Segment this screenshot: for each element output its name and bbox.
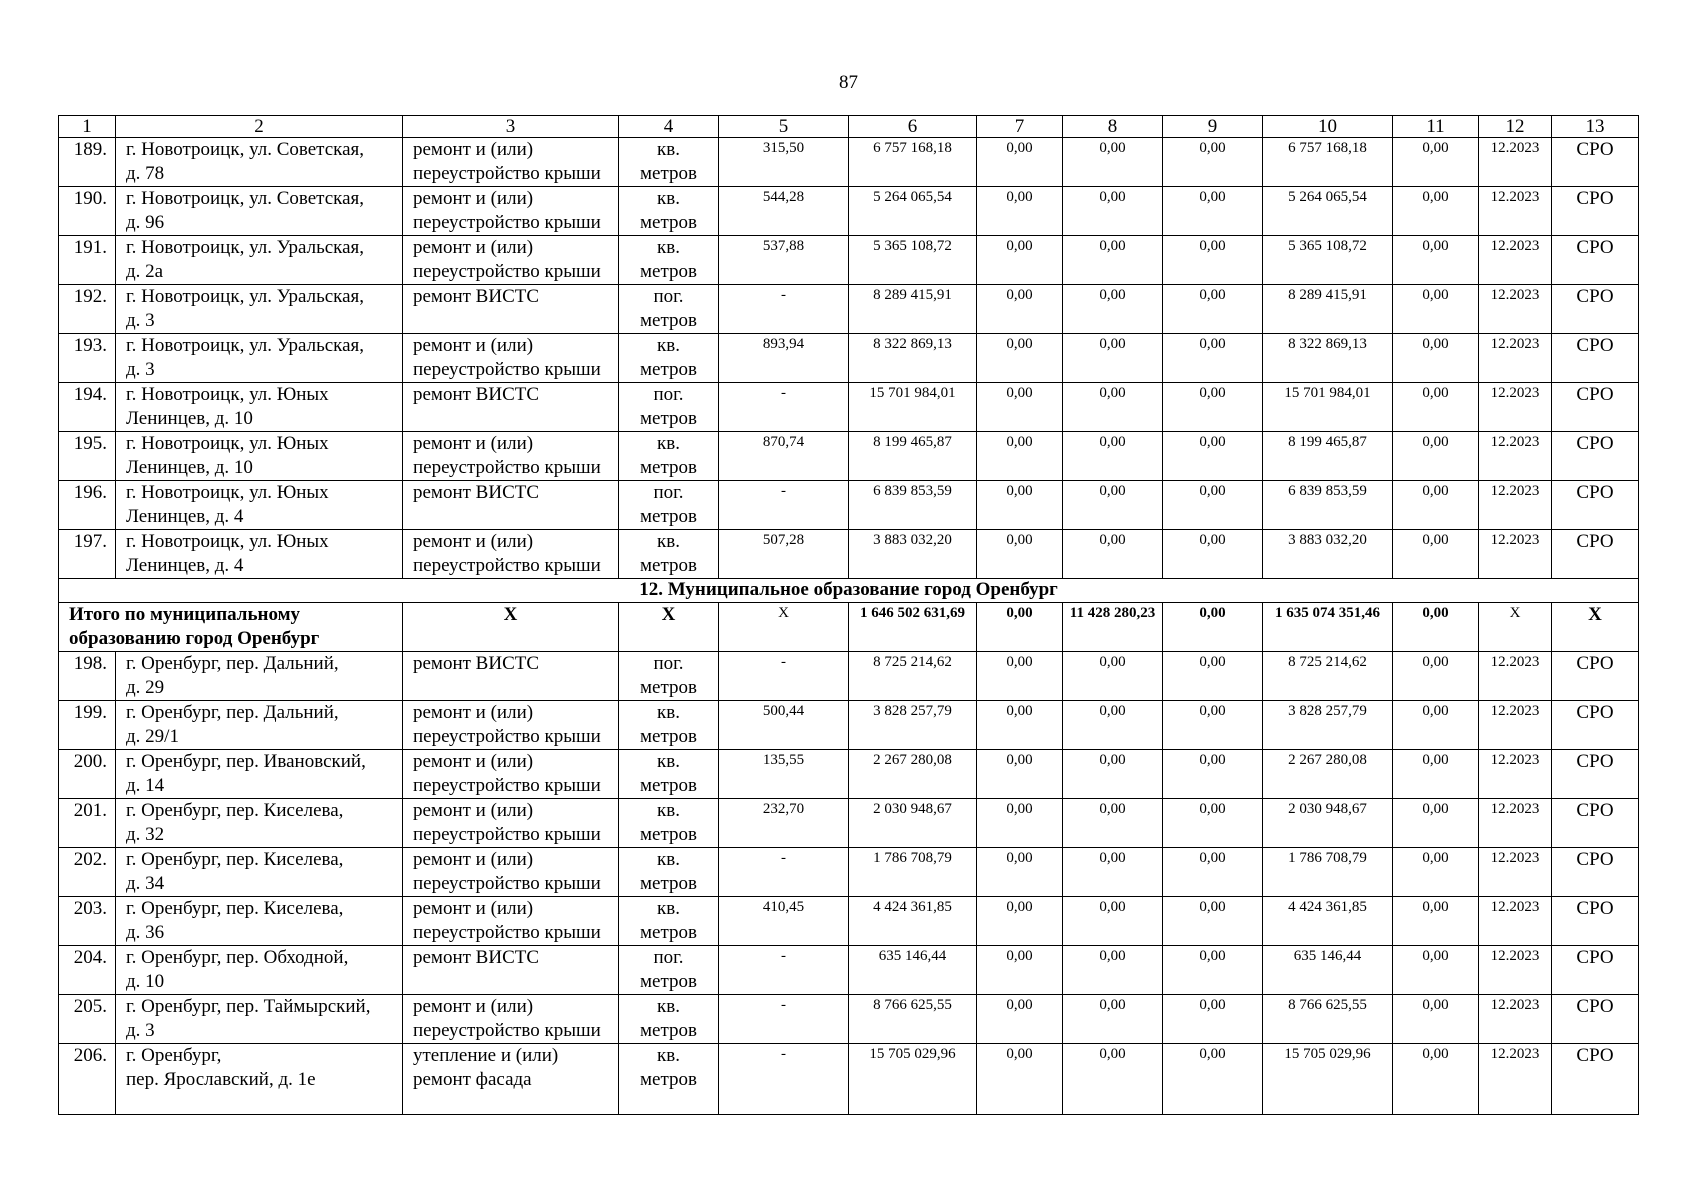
address-cell: г. Оренбург, пер. Таймырский, д. 3 [116, 995, 403, 1044]
section-title: 12. Муниципальное образование город Оренбург [59, 579, 1639, 603]
work-type-cell: ремонт ВИСТС [403, 383, 619, 432]
value-cell-c6: 8 766 625,55 [849, 995, 977, 1044]
total-c3: Х [403, 603, 619, 652]
address-cell: г. Оренбург, пер. Киселева, д. 36 [116, 897, 403, 946]
value-cell-c10: 2 030 948,67 [1263, 799, 1393, 848]
work-type-cell: ремонт и (или) переустройство крыши [403, 995, 619, 1044]
value-cell-c8: 0,00 [1063, 236, 1163, 285]
value-cell-c6: 5 264 065,54 [849, 187, 977, 236]
work-type-cell: ремонт и (или) переустройство крыши [403, 187, 619, 236]
method-cell: СРО [1552, 1044, 1639, 1115]
work-type-cell: ремонт ВИСТС [403, 285, 619, 334]
column-number: 6 [849, 116, 977, 138]
value-cell-c11: 0,00 [1393, 236, 1479, 285]
value-cell-c10: 5 365 108,72 [1263, 236, 1393, 285]
value-cell-c5: 315,50 [719, 138, 849, 187]
column-number-row [59, 116, 1639, 138]
value-cell-c8: 0,00 [1063, 187, 1163, 236]
column-number: 13 [1552, 116, 1639, 138]
column-number: 12 [1479, 116, 1552, 138]
value-cell-c5: 232,70 [719, 799, 849, 848]
value-cell-c10: 8 199 465,87 [1263, 432, 1393, 481]
value-cell-c10: 5 264 065,54 [1263, 187, 1393, 236]
table-row [59, 138, 1639, 187]
value-cell-c9: 0,00 [1163, 995, 1263, 1044]
row-number: 202. [59, 848, 116, 897]
work-type-cell: ремонт и (или) переустройство крыши [403, 530, 619, 579]
value-cell-c7: 0,00 [977, 481, 1063, 530]
address-cell: г. Оренбург, пер. Ивановский, д. 14 [116, 750, 403, 799]
work-type-cell: ремонт и (или) переустройство крыши [403, 334, 619, 383]
value-cell-c9: 0,00 [1163, 652, 1263, 701]
work-type-cell: ремонт и (или) переустройство крыши [403, 701, 619, 750]
table-row [59, 334, 1639, 383]
value-cell-c5: 135,55 [719, 750, 849, 799]
value-cell-c9: 0,00 [1163, 1044, 1263, 1115]
value-cell-c6: 5 365 108,72 [849, 236, 977, 285]
value-cell-c6: 15 705 029,96 [849, 1044, 977, 1115]
unit-cell: пог. метров [619, 285, 719, 334]
address-cell: г. Оренбург, пер. Дальний, д. 29 [116, 652, 403, 701]
unit-cell: кв. метров [619, 138, 719, 187]
value-cell-c10: 2 267 280,08 [1263, 750, 1393, 799]
value-cell-c8: 0,00 [1063, 334, 1163, 383]
value-cell-c6: 2 267 280,08 [849, 750, 977, 799]
value-cell-c5: - [719, 652, 849, 701]
page-number: 87 [839, 72, 858, 93]
value-cell-c7: 0,00 [977, 701, 1063, 750]
value-cell-c12: 12.2023 [1479, 530, 1552, 579]
value-cell-c11: 0,00 [1393, 383, 1479, 432]
value-cell-c9: 0,00 [1163, 383, 1263, 432]
total-c12: Х [1479, 603, 1552, 652]
value-cell-c9: 0,00 [1163, 750, 1263, 799]
value-cell-c8: 0,00 [1063, 652, 1163, 701]
value-cell-c7: 0,00 [977, 236, 1063, 285]
value-cell-c7: 0,00 [977, 334, 1063, 383]
value-cell-c11: 0,00 [1393, 481, 1479, 530]
value-cell-c8: 0,00 [1063, 799, 1163, 848]
address-cell: г. Оренбург, пер. Дальний, д. 29/1 [116, 701, 403, 750]
value-cell-c12: 12.2023 [1479, 897, 1552, 946]
value-cell-c11: 0,00 [1393, 138, 1479, 187]
address-cell: г. Новотроицк, ул. Юных Ленинцев, д. 4 [116, 530, 403, 579]
row-number: 201. [59, 799, 116, 848]
value-cell-c9: 0,00 [1163, 848, 1263, 897]
value-cell-c9: 0,00 [1163, 946, 1263, 995]
value-cell-c12: 12.2023 [1479, 285, 1552, 334]
value-cell-c6: 8 289 415,91 [849, 285, 977, 334]
address-cell: г. Оренбург, пер. Киселева, д. 32 [116, 799, 403, 848]
value-cell-c7: 0,00 [977, 530, 1063, 579]
unit-cell: кв. метров [619, 750, 719, 799]
table-row [59, 799, 1639, 848]
value-cell-c10: 8 289 415,91 [1263, 285, 1393, 334]
value-cell-c7: 0,00 [977, 799, 1063, 848]
method-cell: СРО [1552, 187, 1639, 236]
row-number: 199. [59, 701, 116, 750]
unit-cell: кв. метров [619, 432, 719, 481]
value-cell-c12: 12.2023 [1479, 799, 1552, 848]
value-cell-c9: 0,00 [1163, 236, 1263, 285]
value-cell-c5: - [719, 946, 849, 995]
table-row [59, 187, 1639, 236]
unit-cell: кв. метров [619, 799, 719, 848]
value-cell-c5: - [719, 481, 849, 530]
unit-cell: кв. метров [619, 334, 719, 383]
repair-table [58, 115, 1639, 1115]
row-number: 205. [59, 995, 116, 1044]
work-type-cell: ремонт ВИСТС [403, 481, 619, 530]
value-cell-c9: 0,00 [1163, 530, 1263, 579]
unit-cell: кв. метров [619, 848, 719, 897]
address-cell: г. Новотроицк, ул. Юных Ленинцев, д. 10 [116, 383, 403, 432]
value-cell-c9: 0,00 [1163, 138, 1263, 187]
value-cell-c11: 0,00 [1393, 530, 1479, 579]
value-cell-c5: 410,45 [719, 897, 849, 946]
unit-cell: кв. метров [619, 995, 719, 1044]
method-cell: СРО [1552, 530, 1639, 579]
work-type-cell: ремонт ВИСТС [403, 946, 619, 995]
value-cell-c12: 12.2023 [1479, 334, 1552, 383]
value-cell-c6: 6 839 853,59 [849, 481, 977, 530]
value-cell-c10: 1 786 708,79 [1263, 848, 1393, 897]
row-number: 203. [59, 897, 116, 946]
value-cell-c8: 0,00 [1063, 995, 1163, 1044]
value-cell-c10: 15 705 029,96 [1263, 1044, 1393, 1115]
work-type-cell: ремонт и (или) переустройство крыши [403, 432, 619, 481]
value-cell-c10: 4 424 361,85 [1263, 897, 1393, 946]
value-cell-c10: 635 146,44 [1263, 946, 1393, 995]
value-cell-c5: 507,28 [719, 530, 849, 579]
column-number: 10 [1263, 116, 1393, 138]
value-cell-c5: - [719, 848, 849, 897]
table-row [59, 530, 1639, 579]
value-cell-c8: 0,00 [1063, 432, 1163, 481]
value-cell-c11: 0,00 [1393, 701, 1479, 750]
value-cell-c10: 15 701 984,01 [1263, 383, 1393, 432]
column-number: 4 [619, 116, 719, 138]
method-cell: СРО [1552, 383, 1639, 432]
row-number: 197. [59, 530, 116, 579]
unit-cell: кв. метров [619, 1044, 719, 1115]
column-number: 8 [1063, 116, 1163, 138]
row-number: 193. [59, 334, 116, 383]
table-row [59, 236, 1639, 285]
value-cell-c10: 8 725 214,62 [1263, 652, 1393, 701]
value-cell-c12: 12.2023 [1479, 701, 1552, 750]
method-cell: СРО [1552, 848, 1639, 897]
row-number: 192. [59, 285, 116, 334]
value-cell-c7: 0,00 [977, 187, 1063, 236]
value-cell-c12: 12.2023 [1479, 187, 1552, 236]
method-cell: СРО [1552, 652, 1639, 701]
work-type-cell: ремонт и (или) переустройство крыши [403, 848, 619, 897]
value-cell-c6: 15 701 984,01 [849, 383, 977, 432]
value-cell-c5: 870,74 [719, 432, 849, 481]
value-cell-c11: 0,00 [1393, 750, 1479, 799]
work-type-cell: ремонт и (или) переустройство крыши [403, 236, 619, 285]
address-cell: г. Новотроицк, ул. Уральская, д. 3 [116, 285, 403, 334]
value-cell-c10: 6 757 168,18 [1263, 138, 1393, 187]
total-row [59, 603, 1639, 652]
total-c5: Х [719, 603, 849, 652]
value-cell-c6: 4 424 361,85 [849, 897, 977, 946]
value-cell-c5: - [719, 1044, 849, 1115]
value-cell-c11: 0,00 [1393, 1044, 1479, 1115]
value-cell-c12: 12.2023 [1479, 946, 1552, 995]
table-row [59, 897, 1639, 946]
value-cell-c8: 0,00 [1063, 848, 1163, 897]
method-cell: СРО [1552, 481, 1639, 530]
value-cell-c5: 537,88 [719, 236, 849, 285]
row-number: 204. [59, 946, 116, 995]
value-cell-c12: 12.2023 [1479, 995, 1552, 1044]
value-cell-c6: 8 725 214,62 [849, 652, 977, 701]
column-number: 11 [1393, 116, 1479, 138]
unit-cell: пог. метров [619, 383, 719, 432]
total-c8: 11 428 280,23 [1063, 603, 1163, 652]
unit-cell: кв. метров [619, 701, 719, 750]
table-row [59, 701, 1639, 750]
table-row [59, 481, 1639, 530]
value-cell-c12: 12.2023 [1479, 652, 1552, 701]
address-cell: г. Новотроицк, ул. Советская, д. 78 [116, 138, 403, 187]
address-cell: г. Оренбург, пер. Киселева, д. 34 [116, 848, 403, 897]
value-cell-c10: 8 766 625,55 [1263, 995, 1393, 1044]
table-row [59, 1044, 1639, 1115]
work-type-cell: ремонт и (или) переустройство крыши [403, 799, 619, 848]
column-number: 2 [116, 116, 403, 138]
value-cell-c7: 0,00 [977, 897, 1063, 946]
table-row [59, 848, 1639, 897]
row-number: 191. [59, 236, 116, 285]
unit-cell: кв. метров [619, 187, 719, 236]
value-cell-c6: 3 883 032,20 [849, 530, 977, 579]
work-type-cell: ремонт и (или) переустройство крыши [403, 750, 619, 799]
value-cell-c6: 635 146,44 [849, 946, 977, 995]
method-cell: СРО [1552, 432, 1639, 481]
row-number: 195. [59, 432, 116, 481]
column-number: 5 [719, 116, 849, 138]
column-number: 1 [59, 116, 116, 138]
value-cell-c11: 0,00 [1393, 652, 1479, 701]
value-cell-c10: 3 828 257,79 [1263, 701, 1393, 750]
value-cell-c6: 3 828 257,79 [849, 701, 977, 750]
value-cell-c8: 0,00 [1063, 481, 1163, 530]
value-cell-c7: 0,00 [977, 432, 1063, 481]
table-row [59, 432, 1639, 481]
value-cell-c9: 0,00 [1163, 897, 1263, 946]
value-cell-c6: 8 199 465,87 [849, 432, 977, 481]
value-cell-c12: 12.2023 [1479, 138, 1552, 187]
value-cell-c9: 0,00 [1163, 432, 1263, 481]
value-cell-c10: 3 883 032,20 [1263, 530, 1393, 579]
value-cell-c8: 0,00 [1063, 946, 1163, 995]
method-cell: СРО [1552, 750, 1639, 799]
value-cell-c12: 12.2023 [1479, 236, 1552, 285]
value-cell-c9: 0,00 [1163, 481, 1263, 530]
value-cell-c11: 0,00 [1393, 285, 1479, 334]
address-cell: г. Оренбург, пер. Ярославский, д. 1е [116, 1044, 403, 1115]
value-cell-c12: 12.2023 [1479, 1044, 1552, 1115]
table-row [59, 946, 1639, 995]
value-cell-c11: 0,00 [1393, 334, 1479, 383]
value-cell-c8: 0,00 [1063, 701, 1163, 750]
value-cell-c5: 500,44 [719, 701, 849, 750]
table-row [59, 750, 1639, 799]
value-cell-c10: 8 322 869,13 [1263, 334, 1393, 383]
total-c9: 0,00 [1163, 603, 1263, 652]
value-cell-c11: 0,00 [1393, 946, 1479, 995]
row-number: 190. [59, 187, 116, 236]
value-cell-c5: - [719, 383, 849, 432]
total-c6: 1 646 502 631,69 [849, 603, 977, 652]
value-cell-c12: 12.2023 [1479, 383, 1552, 432]
method-cell: СРО [1552, 138, 1639, 187]
address-cell: г. Оренбург, пер. Обходной, д. 10 [116, 946, 403, 995]
total-c13: Х [1552, 603, 1639, 652]
column-number: 3 [403, 116, 619, 138]
value-cell-c11: 0,00 [1393, 432, 1479, 481]
value-cell-c10: 6 839 853,59 [1263, 481, 1393, 530]
value-cell-c11: 0,00 [1393, 799, 1479, 848]
section-header-row [59, 579, 1639, 603]
row-number: 206. [59, 1044, 116, 1115]
value-cell-c7: 0,00 [977, 995, 1063, 1044]
value-cell-c7: 0,00 [977, 138, 1063, 187]
row-number: 200. [59, 750, 116, 799]
column-number: 9 [1163, 116, 1263, 138]
method-cell: СРО [1552, 285, 1639, 334]
table-row [59, 652, 1639, 701]
address-cell: г. Новотроицк, ул. Советская, д. 96 [116, 187, 403, 236]
value-cell-c7: 0,00 [977, 946, 1063, 995]
value-cell-c11: 0,00 [1393, 995, 1479, 1044]
value-cell-c12: 12.2023 [1479, 848, 1552, 897]
value-cell-c11: 0,00 [1393, 897, 1479, 946]
value-cell-c8: 0,00 [1063, 285, 1163, 334]
table-row [59, 995, 1639, 1044]
row-number: 189. [59, 138, 116, 187]
address-cell: г. Новотроицк, ул. Юных Ленинцев, д. 4 [116, 481, 403, 530]
work-type-cell: ремонт ВИСТС [403, 652, 619, 701]
value-cell-c8: 0,00 [1063, 530, 1163, 579]
unit-cell: пог. метров [619, 946, 719, 995]
method-cell: СРО [1552, 334, 1639, 383]
value-cell-c5: - [719, 285, 849, 334]
value-cell-c11: 0,00 [1393, 187, 1479, 236]
value-cell-c8: 0,00 [1063, 897, 1163, 946]
value-cell-c11: 0,00 [1393, 848, 1479, 897]
unit-cell: пог. метров [619, 481, 719, 530]
value-cell-c7: 0,00 [977, 652, 1063, 701]
value-cell-c12: 12.2023 [1479, 432, 1552, 481]
value-cell-c8: 0,00 [1063, 138, 1163, 187]
value-cell-c6: 2 030 948,67 [849, 799, 977, 848]
row-number: 196. [59, 481, 116, 530]
work-type-cell: утепление и (или) ремонт фасада [403, 1044, 619, 1115]
value-cell-c9: 0,00 [1163, 799, 1263, 848]
table-row [59, 383, 1639, 432]
value-cell-c8: 0,00 [1063, 1044, 1163, 1115]
value-cell-c6: 1 786 708,79 [849, 848, 977, 897]
work-type-cell: ремонт и (или) переустройство крыши [403, 138, 619, 187]
total-c7: 0,00 [977, 603, 1063, 652]
value-cell-c8: 0,00 [1063, 383, 1163, 432]
unit-cell: кв. метров [619, 897, 719, 946]
value-cell-c9: 0,00 [1163, 334, 1263, 383]
total-label: Итого по муниципальному образованию город Оренбург [59, 603, 403, 652]
value-cell-c7: 0,00 [977, 848, 1063, 897]
address-cell: г. Новотроицк, ул. Уральская, д. 3 [116, 334, 403, 383]
value-cell-c12: 12.2023 [1479, 750, 1552, 799]
value-cell-c9: 0,00 [1163, 701, 1263, 750]
value-cell-c12: 12.2023 [1479, 481, 1552, 530]
method-cell: СРО [1552, 701, 1639, 750]
value-cell-c5: 893,94 [719, 334, 849, 383]
value-cell-c5: - [719, 995, 849, 1044]
method-cell: СРО [1552, 799, 1639, 848]
unit-cell: пог. метров [619, 652, 719, 701]
row-number: 194. [59, 383, 116, 432]
value-cell-c9: 0,00 [1163, 285, 1263, 334]
value-cell-c7: 0,00 [977, 383, 1063, 432]
unit-cell: кв. метров [619, 530, 719, 579]
method-cell: СРО [1552, 946, 1639, 995]
method-cell: СРО [1552, 236, 1639, 285]
value-cell-c6: 6 757 168,18 [849, 138, 977, 187]
value-cell-c7: 0,00 [977, 750, 1063, 799]
address-cell: г. Новотроицк, ул. Юных Ленинцев, д. 10 [116, 432, 403, 481]
value-cell-c8: 0,00 [1063, 750, 1163, 799]
column-number: 7 [977, 116, 1063, 138]
value-cell-c6: 8 322 869,13 [849, 334, 977, 383]
value-cell-c5: 544,28 [719, 187, 849, 236]
total-c4: Х [619, 603, 719, 652]
table-row [59, 285, 1639, 334]
unit-cell: кв. метров [619, 236, 719, 285]
value-cell-c7: 0,00 [977, 1044, 1063, 1115]
row-number: 198. [59, 652, 116, 701]
value-cell-c9: 0,00 [1163, 187, 1263, 236]
total-c11: 0,00 [1393, 603, 1479, 652]
value-cell-c7: 0,00 [977, 285, 1063, 334]
method-cell: СРО [1552, 897, 1639, 946]
work-type-cell: ремонт и (или) переустройство крыши [403, 897, 619, 946]
address-cell: г. Новотроицк, ул. Уральская, д. 2а [116, 236, 403, 285]
total-c10: 1 635 074 351,46 [1263, 603, 1393, 652]
method-cell: СРО [1552, 995, 1639, 1044]
